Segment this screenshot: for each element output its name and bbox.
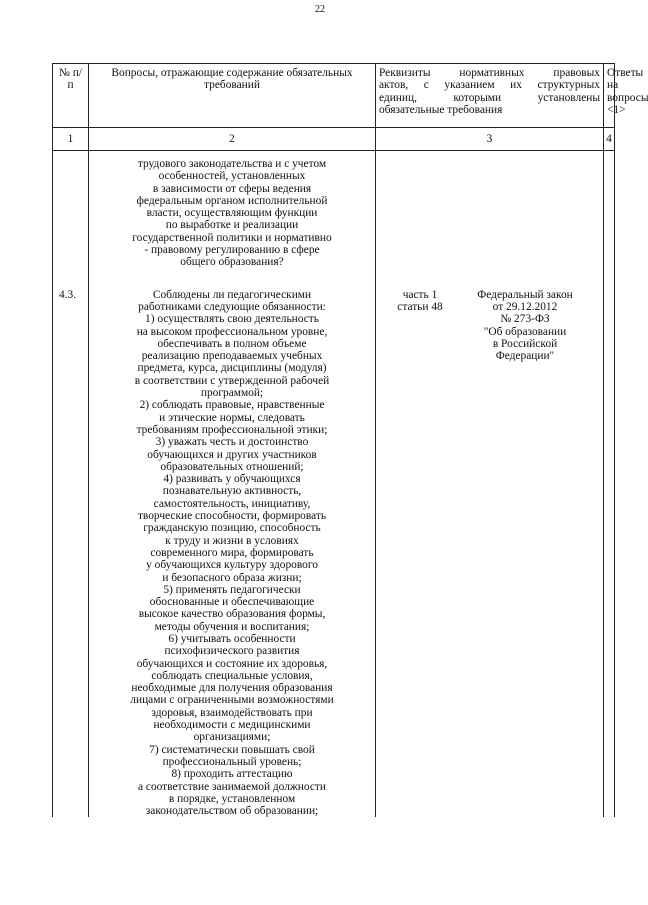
- text-line: реализацию преподаваемых учебных: [141, 350, 323, 363]
- text-line: 4) развивать у обучающихся: [163, 473, 301, 486]
- column-number: 3: [376, 128, 604, 151]
- text-line: необходимости с медицинскими: [153, 719, 311, 732]
- table-header-row: [53, 64, 615, 128]
- text-line: у обучающихся культуру здорового: [146, 559, 318, 572]
- text-line: обеспечивать в полном объеме: [157, 337, 307, 350]
- text-line: от 29.12.2012: [492, 300, 558, 313]
- text-line: Соблюдены ли педагогическими: [152, 288, 312, 301]
- column-number: 2: [89, 128, 376, 151]
- text-line: Федеральный закон: [477, 288, 573, 301]
- text-line: в зависимости от сферы ведения: [152, 182, 312, 195]
- text-line: образовательных отношений;: [160, 460, 304, 473]
- column-numbers-row: [53, 128, 615, 151]
- continuation-text: [89, 151, 376, 269]
- text-line: самостоятельность, инициативу,: [153, 497, 311, 510]
- text-line: власти, осуществляющим функции: [146, 207, 318, 220]
- text-line: 3) уважать честь и достоинство: [155, 436, 309, 449]
- article-part: [390, 289, 450, 363]
- requirements-table: [52, 63, 648, 818]
- header-requisites: Реквизиты нормативных правовых актов, с указанием их структурных единиц, которыми установлены обязательные требования: [376, 64, 604, 128]
- text-line: 2) соблюдать правовые, нравственные: [139, 399, 325, 412]
- text-line: творческие способности, формировать: [137, 510, 327, 523]
- text-line: обучающихся и состояние их здоровья,: [136, 657, 328, 670]
- text-line: государственной политики и нормативно: [132, 231, 332, 244]
- text-line: здоровья, взаимодействовать при: [151, 706, 313, 719]
- text-line: а соответствие занимаемой должности: [137, 780, 326, 793]
- text-line: статьи 48: [397, 300, 443, 313]
- text-line: особенностей, установленных: [158, 170, 306, 183]
- text-line: общего образования?: [180, 256, 284, 269]
- text-line: к труду и жизни в условиях: [165, 534, 299, 547]
- text-line: "Об образовании: [483, 325, 567, 338]
- text-line: высокое качество образования формы,: [138, 608, 326, 621]
- text-line: гражданскую позицию, способность: [143, 522, 321, 535]
- text-line: в Российской: [492, 337, 558, 350]
- table-row: [53, 151, 615, 269]
- text-line: часть 1: [402, 288, 438, 301]
- text-line: по выработке и реализации: [165, 219, 299, 232]
- text-line: законодательством об образовании;: [145, 805, 319, 818]
- text-line: предмета, курса, дисциплины (модуля): [137, 362, 327, 375]
- text-line: в соответствии с утвержденной рабочей: [134, 374, 330, 387]
- table-row: [53, 269, 615, 818]
- column-number: 1: [53, 128, 89, 151]
- text-line: познавательную активность,: [162, 485, 302, 498]
- text-line: и безопасного образа жизни;: [162, 571, 302, 584]
- text-line: обучающихся и других участников: [147, 448, 317, 461]
- text-line: требованиям профессиональной этики;: [136, 423, 328, 436]
- text-line: федеральным органом исполнительной: [136, 194, 328, 207]
- text-line: 8) проходить аттестацию: [171, 768, 293, 781]
- text-line: необходимые для получения образования: [131, 682, 333, 695]
- text-line: на высоком профессиональном уровне,: [136, 325, 328, 338]
- text-line: программой;: [200, 387, 264, 400]
- text-line: методы обучения и воспитания;: [154, 620, 310, 633]
- text-line: 7) систематически повышать свой: [149, 743, 315, 756]
- text-line: и этические нормы, следовать: [159, 411, 305, 424]
- page-number: 22: [315, 4, 325, 15]
- text-line: психофизического развития: [164, 645, 300, 658]
- header-questions: Вопросы, отражающие содержание обязательных требований: [89, 64, 376, 128]
- text-line: 1) осуществлять свою деятельность: [145, 313, 319, 326]
- column-number: 4: [604, 128, 615, 151]
- header-answers: Ответы на вопросы <1>: [604, 64, 615, 128]
- text-line: трудового законодательства и с учетом: [137, 158, 327, 170]
- requisites-cell: [376, 269, 604, 818]
- text-line: 6) учитывать особенности: [168, 632, 296, 645]
- text-line: Федерации": [495, 350, 555, 363]
- text-line: лицами с ограниченными возможностями: [130, 694, 334, 707]
- text-line: организациями;: [193, 731, 271, 744]
- text-line: современного мира, формировать: [150, 546, 314, 559]
- text-line: работниками следующие обязанности:: [138, 300, 326, 313]
- text-line: профессиональный уровень;: [162, 755, 302, 768]
- answer-cell: [604, 269, 615, 818]
- text-line: № 273-ФЗ: [500, 313, 550, 326]
- text-line: 5) применять педагогически: [163, 583, 301, 596]
- federal-law: [465, 289, 585, 363]
- text-line: в порядке, установленном: [168, 792, 296, 805]
- text-line: - правовому регулированию в сфере: [144, 244, 320, 257]
- text-line: соблюдать специальные условия,: [151, 669, 313, 682]
- header-number: № п/п: [53, 64, 89, 128]
- text-line: обоснованные и обеспечивающие: [149, 596, 315, 609]
- item-number: 4.3.: [53, 269, 89, 818]
- question-text: [89, 269, 376, 818]
